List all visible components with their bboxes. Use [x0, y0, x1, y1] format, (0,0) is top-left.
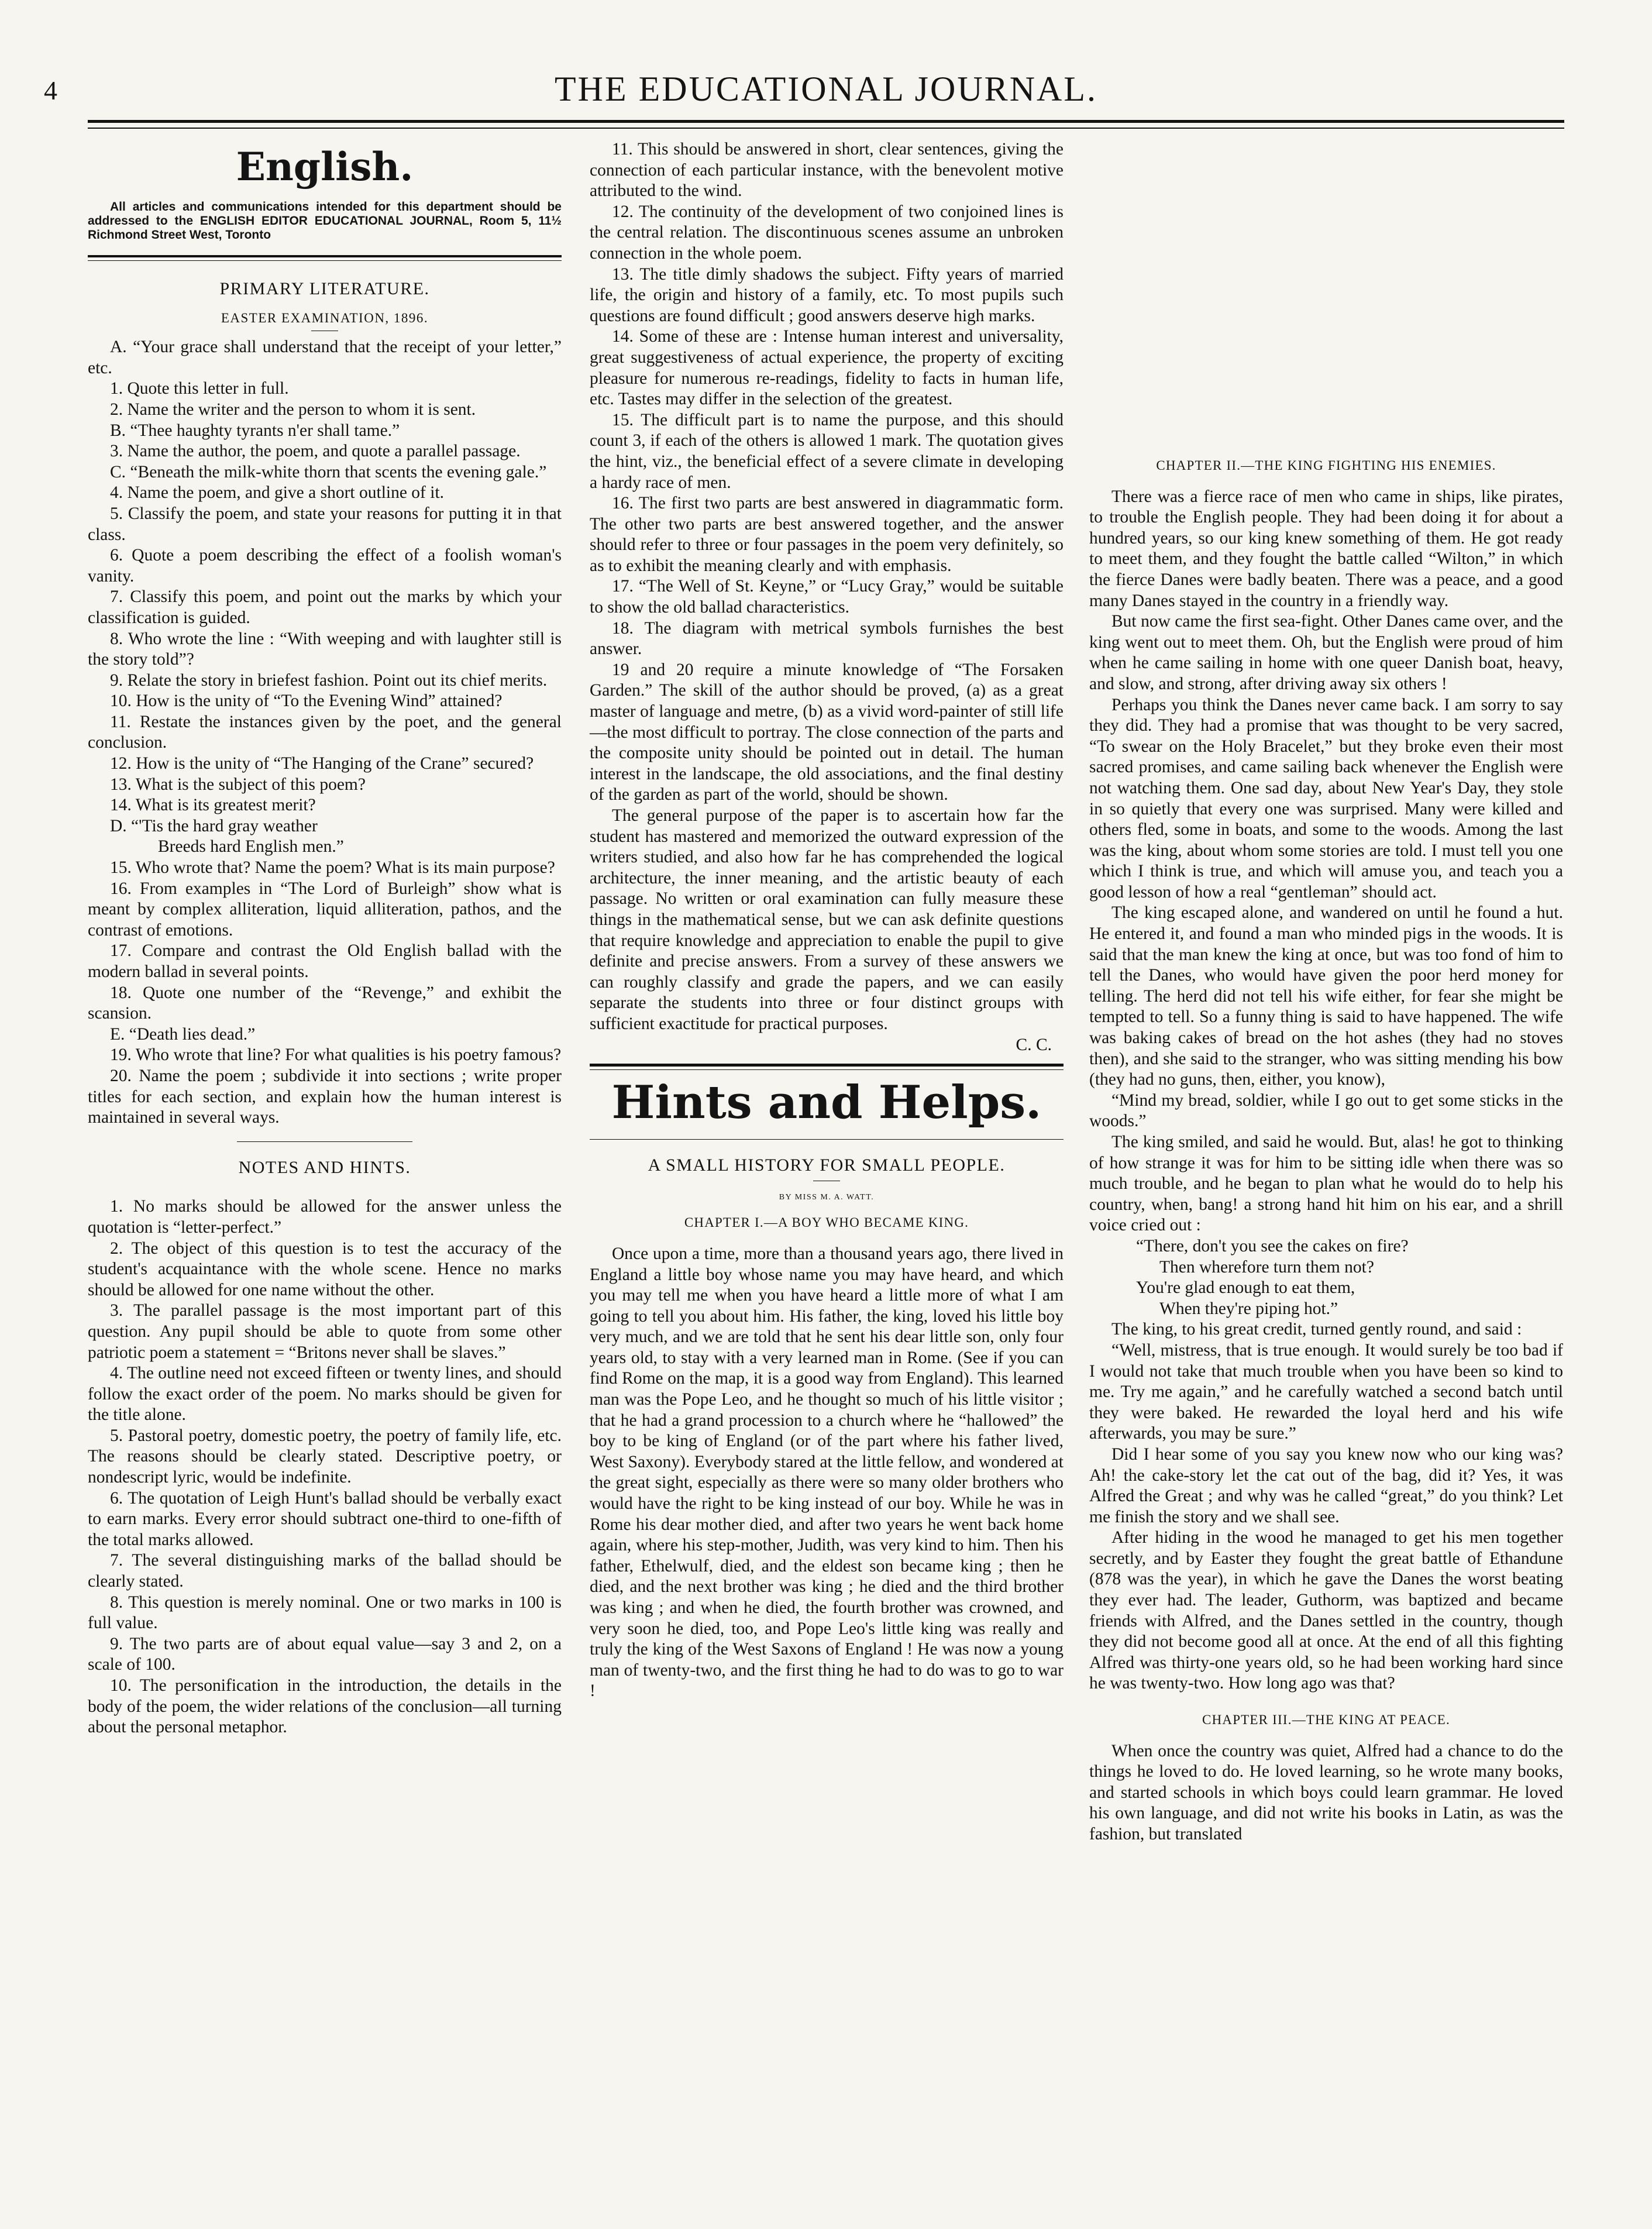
section-divider — [237, 1141, 412, 1142]
hints-top-rule-thin — [590, 1069, 1064, 1070]
note: 3. The parallel passage is the most important part of this question. Any pupil should be able to quote from some other patriotic poem a statement = “Britons never shall be slaves.” — [88, 1301, 562, 1362]
note: 1. No marks should be allowed for the answer unless the quotation is “letter-perfect.” — [88, 1197, 562, 1237]
note: 13. The title dimly shadows the subject. Fifty years of married life, the origin and history of a family, etc. To most pupils such questions are found difficult ; good answers deserve high marks. — [590, 264, 1064, 325]
question: 9. Relate the story in briefest fashion. Point out its chief merits. — [110, 670, 548, 690]
signature: C. C. — [1016, 1035, 1052, 1054]
chapter-3-title: CHAPTER III.—THE KING AT PEACE. — [1202, 1712, 1450, 1728]
poem-line: Then wherefore turn them not? — [1159, 1257, 1374, 1277]
question: 17. Compare and contrast the Old English ballad with the modern ballad in several points. — [88, 941, 562, 981]
question: 2. Name the writer and the person to whom it is sent. — [110, 400, 476, 419]
chapter-paragraph: The king, to his great credit, turned gently round, and said : — [1111, 1320, 1522, 1339]
question: D. “'Tis the hard gray weather — [110, 816, 318, 835]
english-heading: English. — [236, 144, 414, 190]
question: 14. What is its greatest merit? — [110, 796, 316, 815]
note: 15. The difficult part is to name the purpose, and this should count 3, if each of the others is allowed 1 mark. The quotation gives the hint, viz., the beneficial effect of a severe climate in developing a hardy race of men. — [590, 410, 1064, 492]
notes-title: NOTES AND HINTS. — [238, 1157, 411, 1177]
question: 12. How is the unity of “The Hanging of the Crane” secured? — [110, 754, 534, 773]
header-rule — [88, 120, 1564, 123]
exam-title: EASTER EXAMINATION, 1896. — [221, 310, 429, 325]
chapter-paragraph: The king smiled, and said he would. But, alas! he got to thinking of how strange it was for him to be sitting idle when there was so much trouble, and he began to plan what he would do to help his country, when, bang! a strong hand hit him on his ear, and a shrill voice cried out : — [1089, 1133, 1563, 1235]
note: 2. The object of this question is to test the accuracy of the student's acquaintance with the whole scene. Hence no marks should be allowed for one name without the other. — [88, 1239, 562, 1299]
note: 18. The diagram with metrical symbols furnishes the best answer. — [590, 618, 1064, 659]
chapter-paragraph: But now came the first sea-fight. Other Danes came over, and the king went out to meet them. Oh, but the English were proud of him when he came sailing in home with one queer Danish boat, heavy, and slow, and strong, after driving away six others ! — [1089, 612, 1563, 693]
note: The general purpose of the paper is to ascertain how far the student has mastered and memorized the outward expression of the writers studied, and also how far he has comprehended the logical architecture, the inner meaning, and the artistic beauty of each passage. No written or oral examination can fully measure these things in the mathematical sense, but we can ask definite questions that require knowledge and appreciation to enable the pupil to give definite and precise answers. From a survey of these answers we can roughly classify and grade the papers, and we can easily separate the students into three or four distinct groups with sufficient exactitude for practical purposes. — [590, 806, 1064, 1033]
note: 11. This should be answered in short, clear sentences, giving the connection of each particular instance, with the benevolent motive attributed to the wind. — [590, 140, 1064, 201]
note: 8. This question is merely nominal. One or two marks in 100 is full value. — [88, 1592, 562, 1633]
notice-rule-thin — [88, 260, 562, 261]
chapter-paragraph: When once the country was quiet, Alfred had a chance to do the things he loved to do. He loved learning, so he wrote many books, and started schools in which boys could learn grammar. He loved his own language, and did not write his books in Latin, as was the fashion, but translated — [1089, 1741, 1563, 1843]
chapter-paragraph: The king escaped alone, and wandered on until he found a hut. He entered it, and found a man who minded pigs in the woods. It is said that the man knew the king at once, but was too fond of him to tell the Danes, who would have given the poor herd money for telling. The herd did not tell his wife either, for fear she might be tempted to tell. So a funny thing is said to have happened. The wife was baking cakes of bread on the hot ashes (they had no stoves then), and she said to the stranger, who was sitting mending his bow (they had no guns, then, either, you know), — [1089, 903, 1563, 1089]
note: 12. The continuity of the development of two conjoined lines is the central relation. The discontinuous scenes assume an unbroken connection in the whole poem. — [590, 202, 1064, 263]
question: 10. How is the unity of “To the Evening Wind” attained? — [110, 692, 503, 711]
hints-rule — [590, 1139, 1064, 1140]
page-number: 4 — [44, 75, 57, 105]
chapter-paragraph: “Well, mistress, that is true enough. It would surely be too bad if I would not take that much trouble when you have been so kind to me. Try me again,” and he carefully watched a second batch until they were baked. He rewarded the loyal herd and his wife afterwards, you may be sure.” — [1089, 1340, 1563, 1443]
question: E. “Death lies dead.” — [110, 1024, 256, 1044]
column-1 — [88, 139, 562, 1738]
poem-line: When they're piping hot.” — [1159, 1299, 1338, 1318]
question: 8. Who wrote the line : “With weeping and with laughter still is the story told”? — [88, 629, 562, 669]
note: 9. The two parts are of about equal value—say 3 and 2, on a scale of 100. — [88, 1634, 562, 1674]
chapter-paragraph: There was a fierce race of men who came in ships, like pirates, to trouble the English people. They had been doing it for about a hundred years, so our king knew something of them. He got ready to meet them, and they fought the battle called “Wilton,” in which the fierce Danes were badly beaten. There was a peace, and a good many Danes stayed in the country in a friendly way. — [1089, 487, 1563, 610]
chapter-2-title: CHAPTER II.—THE KING FIGHTING HIS ENEMIES. — [1156, 458, 1496, 473]
question: 13. What is the subject of this poem? — [110, 775, 366, 794]
poem-line: “There, don't you see the cakes on fire? — [1136, 1236, 1409, 1255]
poem-line: You're glad enough to eat them, — [1136, 1278, 1355, 1298]
column-2 — [590, 139, 1064, 1702]
question: B. “Thee haughty tyrants n'er shall tame.” — [110, 421, 400, 440]
question: 6. Quote a poem describing the effect of a foolish woman's vanity. — [88, 546, 562, 586]
chapter-paragraph: “Mind my bread, soldier, while I go out to get some sticks in the woods.” — [1089, 1091, 1563, 1131]
question: 4. Name the poem, and give a short outline of it. — [110, 483, 445, 503]
chapter-paragraph: Once upon a time, more than a thousand years ago, there lived in England a little boy whose name you may have heard, and which you may tell me when you have heard a little more of what I am going to tell you about him. His father, the king, loved his little boy very much, and we are told that he sent his dear little son, only four years old, to stay with a very learned man in Rome. (See if you can find Rome on the map, it is a good way from England). This learned man was the Pope Leo, and he thought so much of his little visitor ; that he had a grand procession to a church where he “hallowed” the boy to be king of England (or of the part where his father lived, West Saxony). Everybody stared at the little fellow, and wondered at the great sight, especially as there were so many older brothers who would have the right to be king instead of our boy. While he was in Rome his dear mother died, and after two years he went back home again, where his step-mother, Judith, was very kind to him. Then his father, Ethelwulf, died, and the eldest son became king ; then he died, and the next brother was king ; he died and the third brother was king ; and when he died, the fourth brother was crowned, and very soon he died, too, and Pope Leo's little king was really and truly the king of the West Saxons of England ! He was now a young man of twenty-two, and the first thing he had to do was to go to war ! — [590, 1244, 1064, 1701]
question: Breeds hard English men.” — [158, 837, 344, 856]
note: 4. The outline need not exceed fifteen or twenty lines, and should follow the exact order of the poem. No marks should be given for the title alone. — [88, 1364, 562, 1425]
notice-rule — [88, 255, 562, 257]
journal-title: THE EDUCATIONAL JOURNAL. — [554, 70, 1098, 108]
note: 14. Some of these are : Intense human interest and universality, great suggestiveness of actual experience, the property of exciting pleasure for numerous re-readings, fidelity to facts in human life, etc. Tastes may differ in the selection of the greatest. — [590, 327, 1064, 409]
chapter-paragraph: Did I hear some of you say you knew now who our king was? Ah! the cake-story let the cat out of the bag, did it? Yes, it was Alfred the Great ; and why was he called “great,” do you think? Let me finish the story and we shall see. — [1089, 1444, 1563, 1526]
question: 16. From examples in “The Lord of Burleigh” show what is meant by complex alliteration, liquid alliteration, pathos, and the contrast of emotions. — [88, 879, 562, 940]
column-3 — [1089, 139, 1563, 1845]
question: 7. Classify this poem, and point out the marks by which your classification is guided. — [88, 587, 562, 627]
question: 3. Name the author, the poem, and quote a parallel passage. — [110, 442, 521, 461]
header-rule-thin — [88, 128, 1564, 129]
question: 1. Quote this letter in full. — [110, 379, 289, 398]
note: 17. “The Well of St. Keyne,” or “Lucy Gray,” would be suitable to show the old ballad characteristics. — [590, 577, 1064, 617]
question: 11. Restate the instances given by the poet, and the general conclusion. — [88, 712, 562, 752]
question: 18. Quote one number of the “Revenge,” and exhibit the scansion. — [88, 983, 562, 1023]
english-notice: All articles and communications intended for this department should be addressed to the ENGLISH EDITOR EDUCATIONAL JOURNAL, Room 5, 11½ Richmond Street West, Toronto — [88, 200, 562, 242]
question: A. “Your grace shall understand that the receipt of your letter,” etc. — [88, 338, 562, 377]
chapter-paragraph: After hiding in the wood he managed to get his men together secretly, and by Easter they fought the great battle of Ethandune (878 was the year), in which he gave the Danes the worst beating they ever had. The leader, Guthorm, was baptized and became friends with Alfred, and the Danes settled in the country, though they did not become good all at once. At the end of all this fighting Alfred was thirty-one years old, so he had been working hard since he was twenty-two. How long ago was that? — [1089, 1528, 1563, 1693]
article-title: A SMALL HISTORY FOR SMALL PEOPLE. — [648, 1155, 1006, 1175]
primary-literature-title: PRIMARY LITERATURE. — [219, 279, 430, 298]
note: 16. The first two parts are best answered in diagrammatic form. The other two parts are best answered together, and the answer should refer to three or four passages in the poem very definitely, so as to exhibit the meaning clearly and with emphasis. — [590, 494, 1064, 575]
chapter-1-title: CHAPTER I.—A BOY WHO BECAME KING. — [684, 1215, 969, 1230]
question: 5. Classify the poem, and state your reasons for putting it in that class. — [88, 504, 562, 544]
hints-heading: Hints and Helps. — [611, 1076, 1042, 1130]
note: 6. The quotation of Leigh Hunt's ballad should be verbally exact to earn marks. Every error should subtract one-third to one-fifth of the total marks allowed. — [88, 1488, 562, 1549]
note: 7. The several distinguishing marks of the ballad should be clearly stated. — [88, 1551, 562, 1591]
note: 19 and 20 require a minute knowledge of “The Forsaken Garden.” The skill of the author should be proved, (a) as a great master of language and metre, (b) as a vivid word-painter of still life—the most difficult to portray. The close connection of the parts and the composite unity should be pointed out in detail. The human interest in the landscape, the old associations, and the final destiny of the garden as part of the world, should be shown. — [590, 660, 1064, 804]
question: C. “Beneath the milk-white thorn that scents the evening gale.” — [110, 462, 547, 481]
byline: BY MISS M. A. WATT. — [779, 1192, 875, 1202]
hints-top-rule — [590, 1064, 1064, 1067]
note: 10. The personification in the introduction, the details in the body of the poem, the wider relations of the conclusion—all turning about the personal metaphor. — [88, 1676, 562, 1737]
question: 19. Who wrote that line? For what qualities is his poetry famous? — [110, 1045, 562, 1065]
question: 15. Who wrote that? Name the poem? What is its main purpose? — [110, 858, 555, 878]
chapter-paragraph: Perhaps you think the Danes never came back. I am sorry to say they did. They had a promise that was thought to be very sacred, “To swear on the Holy Bracelet,” but they broke even their most sacred promises, and came sailing back whenever the English were not watching them. One sad day, about New Year's Day, they stole in so quietly that every one was surprised. Many were killed and others fled, some in boats, and some to the woods. Among the last was the king, about whom some stories are told. I must tell you one which I think is true, and which will amuse you, and teach you a good lesson of how a real “gentleman” should act. — [1089, 695, 1563, 902]
note: 5. Pastoral poetry, domestic poetry, the poetry of family life, etc. The reasons should be clearly stated. Descriptive poetry, or nondescript lyric, would be indefinite. — [88, 1426, 562, 1487]
question: 20. Name the poem ; subdivide it into sections ; write proper titles for each section, and explain how the human interest is maintained in several ways. — [88, 1066, 562, 1127]
